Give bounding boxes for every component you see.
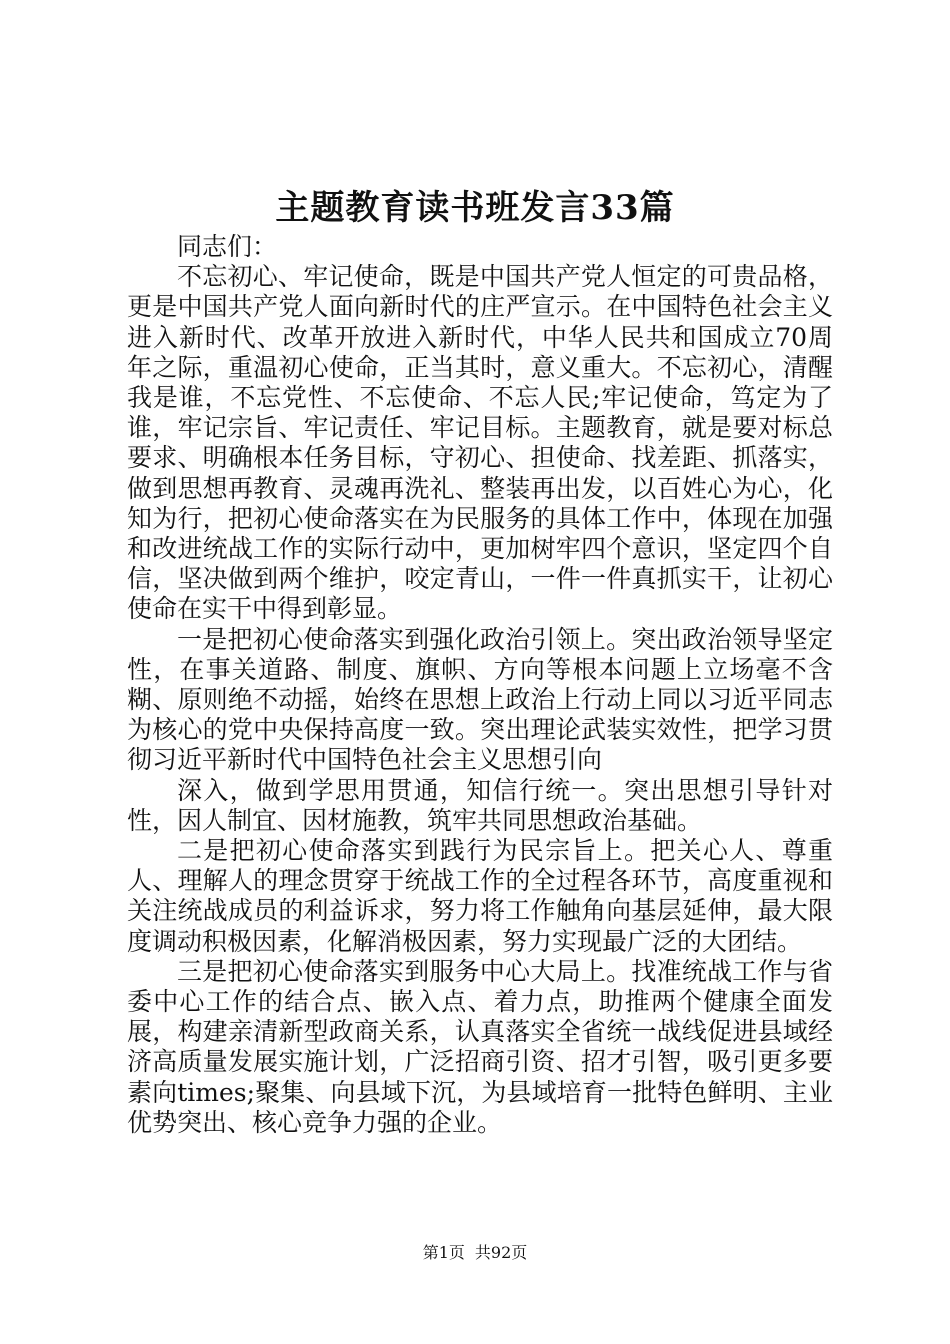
paragraph-point-one-continued: 深入，做到学思用贯通，知信行统一。突出思想引导针对性，因人制宜、因材施教，筑牢共同思想政治基础。 (127, 775, 833, 835)
document-title: 主题教育读书班发言33篇 (275, 188, 675, 228)
paragraph-point-three: 三是把初心使命落实到服务中心大局上。找准统战工作与省委中心工作的结合点、嵌入点、着力点，助推两个健康全面发展，构建亲清新型政商关系，认真落实全省统一战线促进县域经济高质量发展实施计划，广泛招商引资、招才引智，吸引更多要素向times;聚集、向县域下沉，为县域培育一批特色鲜明、主业优势突出、核心竞争力强的企业。 (127, 956, 833, 1137)
page-footer (0, 1243, 950, 1263)
document-body (127, 232, 833, 1138)
page-number: 第1页 (422, 1243, 465, 1262)
paragraph-point-one: 一是把初心使命落实到强化政治引领上。突出政治领导坚定性，在事关道路、制度、旗帜、方向等根本问题上立场毫不含糊、原则绝不动摇，始终在思想上政治上行动上同以习近平同志为核心的党中央保持高度一致。突出理论武装实效性，把学习贯彻习近平新时代中国特色社会主义思想引向 (127, 624, 833, 775)
paragraph-salutation: 同志们： (177, 232, 278, 261)
page-total: 共92页 (474, 1243, 528, 1262)
paragraph-point-two: 二是把初心使命落实到践行为民宗旨上。把关心人、尊重人、理解人的理念贯穿于统战工作的全过程各环节，高度重视和关注统战成员的利益诉求，努力将工作触角向基层延伸，最大限度调动积极因素，化解消极因素，努力实现最广泛的大团结。 (127, 836, 833, 956)
paragraph-intro: 不忘初心、牢记使命，既是中国共产党人恒定的可贵品格，更是中国共产党人面向新时代的庄严宣示。在中国特色社会主义进入新时代、改革开放进入新时代，中华人民共和国成立70周年之际，重温初心使命，正当其时，意义重大。不忘初心，清醒我是谁，不忘党性、不忘使命、不忘人民;牢记使命，笃定为了谁，牢记宗旨、牢记责任、牢记目标。主题教育，就是要对标总要求、明确根本任务目标，守初心、担使命、找差距、抓落实，做到思想再教育、灵魂再洗礼、整装再出发，以百姓心为心，化知为行，把初心使命落实在为民服务的具体工作中，体现在加强和改进统战工作的实际行动中，更加树牢四个意识，坚定四个自信，坚决做到两个维护，咬定青山，一件一件真抓实干，让初心使命在实干中得到彰显。 (127, 262, 833, 624)
